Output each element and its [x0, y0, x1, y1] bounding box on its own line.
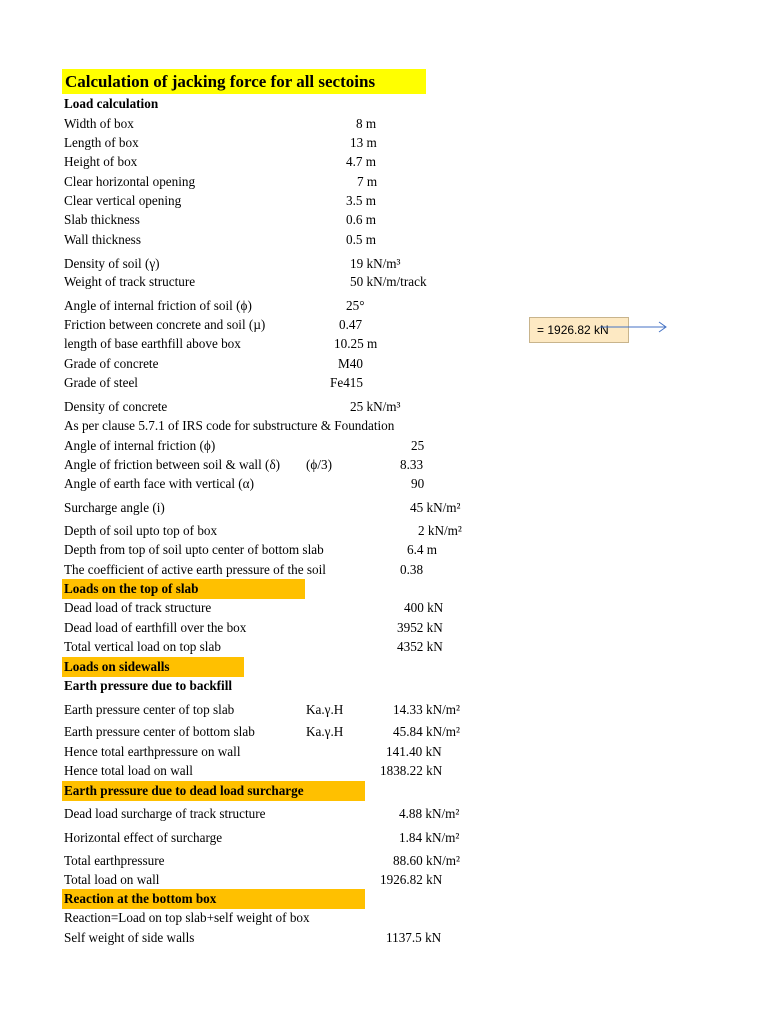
table-row: Surcharge angle (i) 45 kN/m²: [64, 500, 461, 515]
table-row: Clear vertical opening 3.5 m: [64, 193, 377, 208]
table-row: The coefficient of active earth pressure of the soil 0.38: [64, 562, 424, 577]
table-row: Wall thickness 0.5 m: [64, 232, 377, 247]
section-heading-reaction-bottom: Reaction at the bottom box: [0, 889, 768, 908]
table-row: Angle of internal friction of soil (ϕ) 25°: [64, 298, 365, 313]
table-row: Density of concrete 25 kN/m³: [64, 399, 401, 414]
table-row: Earth pressure center of bottom slab Ka.γ.H 45.84 kN/m²: [64, 724, 460, 739]
table-row: Horizontal effect of surcharge 1.84 kN/m²: [64, 830, 460, 845]
table-row: Friction between concrete and soil (µ) 0.47: [64, 317, 363, 332]
table-row: Density of soil (γ) 19 kN/m³: [64, 256, 401, 271]
table-row: As per clause 5.7.1 of IRS code for substructure & Foundation: [64, 418, 395, 433]
table-row: Depth of soil upto top of box 2 kN/m²: [64, 523, 462, 538]
table-row: Earth pressure center of top slab Ka.γ.H 14.33 kN/m²: [64, 702, 460, 717]
table-row: Total load on wall 1926.82 kN: [64, 872, 443, 887]
table-row: Hence total load on wall 1838.22 kN: [64, 763, 443, 778]
table-row: Height of box 4.7 m: [64, 154, 377, 169]
table-row: Length of box 13 m: [64, 135, 377, 150]
arrow-right-icon: [600, 320, 670, 334]
page-title: Calculation of jacking force for all sectoins: [62, 69, 426, 94]
section-heading-dead-load-surcharge: Earth pressure due to dead load surcharge: [0, 781, 768, 800]
table-row: Total vertical load on top slab 4352 kN: [64, 639, 443, 654]
table-row: Dead load surcharge of track structure 4.88 kN/m²: [64, 806, 460, 821]
table-row: Depth from top of soil upto center of bottom slab 6.4 m: [64, 542, 438, 557]
subsection-heading-earth-pressure-backfill: Earth pressure due to backfill: [64, 678, 233, 693]
section-heading-loads-sidewalls: Loads on sidewalls: [0, 657, 768, 676]
table-row: Width of box 8 m: [64, 116, 377, 131]
section-heading-load-calculation: Load calculation: [64, 96, 159, 111]
table-row: Hence total earthpressure on wall 141.40 kN: [64, 744, 442, 759]
table-row: Angle of friction between soil & wall (δ) (ϕ/3) 8.33: [64, 457, 424, 472]
table-row: Angle of internal friction (ϕ) 25: [64, 438, 425, 453]
table-row: length of base earthfill above box 10.25 m: [64, 336, 378, 351]
table-row: Reaction=Load on top slab+self weight of box: [64, 910, 310, 925]
table-row: Weight of track structure 50 kN/m/track: [64, 274, 427, 289]
table-row: Total earthpressure 88.60 kN/m²: [64, 853, 460, 868]
table-row: Dead load of track structure 400 kN: [64, 600, 444, 615]
table-row: Dead load of earthfill over the box 3952 kN: [64, 620, 443, 635]
table-row: Clear horizontal opening 7 m: [64, 174, 378, 189]
table-row: Grade of steel Fe415: [64, 375, 363, 390]
table-row: Angle of earth face with vertical (α) 90: [64, 476, 425, 491]
result-callout: = 1926.82 kN: [529, 317, 629, 343]
table-row: Grade of concrete M40: [64, 356, 363, 371]
section-heading-loads-top-slab: Loads on the top of slab: [0, 579, 768, 598]
table-row: Slab thickness 0.6 m: [64, 212, 377, 227]
table-row: Self weight of side walls 1137.5 kN: [64, 930, 442, 945]
